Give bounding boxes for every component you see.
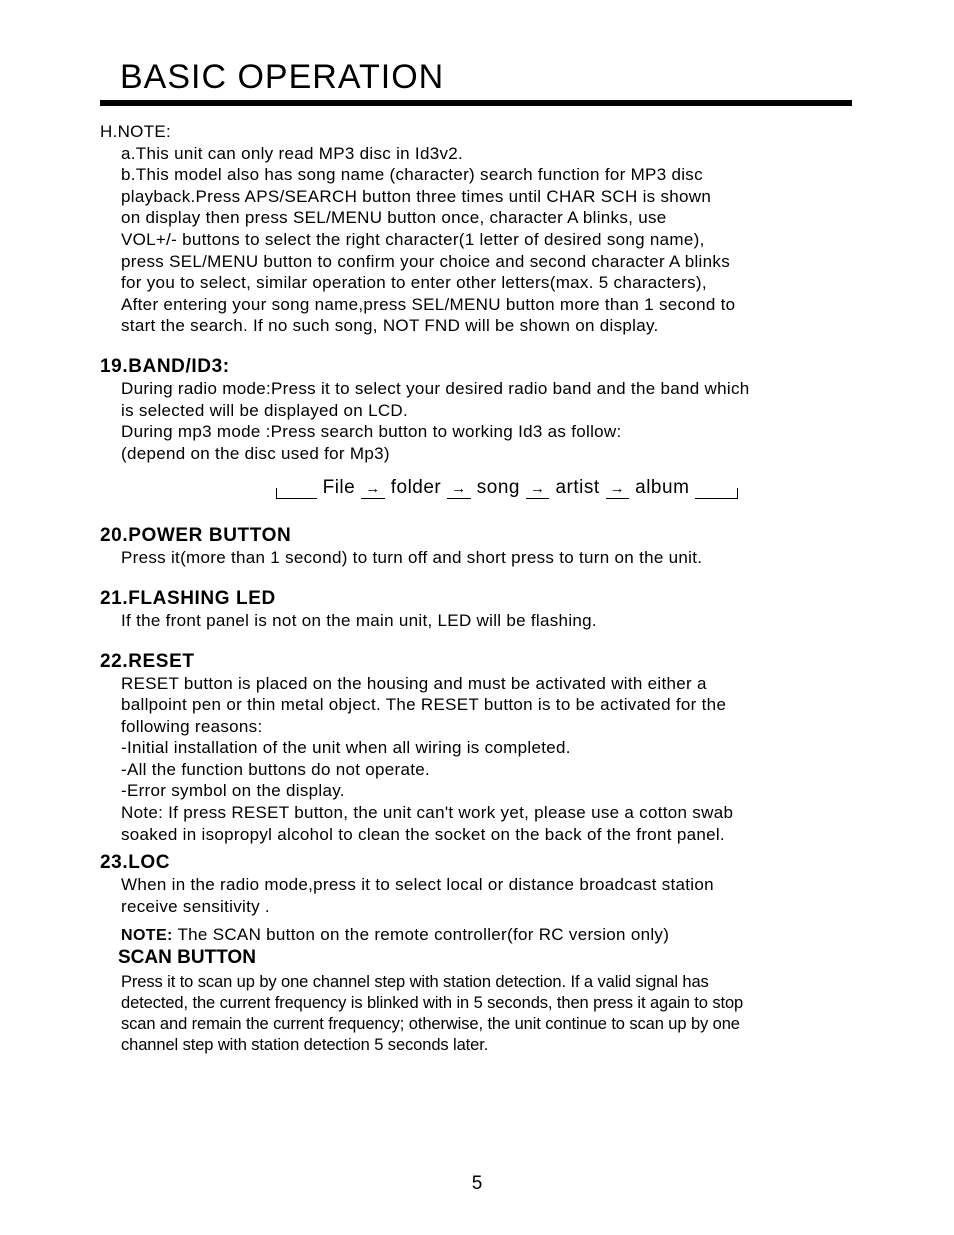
- scan-button-line: detected, the current frequency is blinked with in 5 seconds, then press it again to stop: [121, 994, 744, 1013]
- flashing-led-line: If the front panel is not on the main unit, LED will be flashing.: [121, 610, 597, 630]
- loc-line: receive sensitivity .: [121, 896, 270, 916]
- loc-line: When in the radio mode,press it to select local or distance broadcast station: [121, 875, 714, 895]
- reset-section: [100, 650, 860, 846]
- flashing-led-section: [100, 587, 860, 632]
- reset-line: following reasons:: [121, 716, 263, 736]
- flow-step-song: song: [471, 477, 526, 499]
- page-title: BASIC OPERATION: [120, 58, 445, 96]
- flow-arrow-icon: →: [526, 480, 550, 497]
- flashing-led-heading: 21.FLASHING LED: [100, 587, 276, 609]
- band-id3-line: During radio mode:Press it to select your desired radio band and the band which: [121, 378, 750, 398]
- note-h-line: press SEL/MENU button to confirm your choice and second character A blinks: [121, 251, 730, 271]
- band-id3-line: During mp3 mode :Press search button to working Id3 as follow:: [121, 422, 622, 442]
- note-h-line: for you to select, similar operation to enter other letters(max. 5 characters),: [121, 273, 707, 293]
- page-number: 5: [471, 1173, 483, 1194]
- band-id3-line: (depend on the disc used for Mp3): [121, 443, 390, 463]
- loc-heading: 23.LOC: [100, 852, 171, 874]
- note-h-line: a.This unit can only read MP3 disc in Id3v2.: [121, 143, 464, 163]
- note-h-line: VOL+/- buttons to select the right character(1 letter of desired song name),: [121, 229, 705, 249]
- power-button-heading: 20.POWER BUTTON: [100, 525, 292, 547]
- flow-step-file: File: [317, 477, 362, 499]
- reset-line: soaked in isopropyl alcohol to clean the socket on the back of the front panel.: [121, 824, 725, 844]
- scan-button-line: scan and remain the current frequency; otherwise, the unit continue to scan up by one: [121, 1015, 740, 1034]
- note-h-heading: H.NOTE:: [100, 122, 172, 141]
- flow-arrow-icon: →: [606, 480, 630, 497]
- note-h-line: playback.Press APS/SEARCH button three times until CHAR SCH is shown: [121, 186, 712, 206]
- note-h-line: b.This model also has song name (character) search function for MP3 disc: [121, 165, 703, 185]
- note-h-line: start the search. If no such song, NOT FND will be shown on display.: [121, 316, 659, 336]
- title-rule: [100, 100, 852, 106]
- reset-line: RESET button is placed on the housing and must be activated with either a: [121, 673, 707, 693]
- flow-arrow-icon: →: [447, 480, 471, 497]
- reset-line: -Error symbol on the display.: [121, 781, 345, 801]
- reset-line: -Initial installation of the unit when all wiring is completed.: [121, 738, 571, 758]
- note-h-line: After entering your song name,press SEL/MENU button more than 1 second to: [121, 294, 736, 314]
- flow-arrow-icon: →: [361, 480, 385, 497]
- loc-section: [100, 851, 860, 917]
- flow-step-folder: folder: [385, 477, 448, 499]
- scan-note-label: NOTE:: [121, 927, 173, 945]
- reset-line: Note: If press RESET button, the unit can't work yet, please use a cotton swab: [121, 803, 734, 823]
- power-button-section: [100, 524, 860, 569]
- scan-section: [100, 925, 860, 1056]
- power-button-line: Press it(more than 1 second) to turn off and short press to turn on the unit.: [121, 548, 703, 568]
- note-h-line: on display then press SEL/MENU button once, character A blinks, use: [121, 208, 667, 228]
- reset-line: -All the function buttons do not operate.: [121, 759, 431, 779]
- scan-note: [121, 925, 860, 945]
- reset-heading: 22.RESET: [100, 650, 195, 672]
- flow-step-artist: artist: [549, 477, 605, 499]
- scan-button-line: Press it to scan up by one channel step with station detection. If a valid signal has: [121, 973, 709, 992]
- scan-button-body: [121, 972, 860, 1056]
- scan-button-line: channel step with station detection 5 seconds later.: [121, 1036, 489, 1055]
- band-id3-line: is selected will be displayed on LCD.: [121, 400, 409, 420]
- note-h-section: [100, 121, 860, 337]
- scan-button-heading: SCAN BUTTON: [118, 947, 256, 969]
- flow-step-album: album: [629, 477, 695, 499]
- scan-note-text: The SCAN button on the remote controller(for RC version only): [172, 925, 670, 945]
- id3-flow-diagram: [276, 478, 736, 506]
- band-id3-section: [100, 355, 860, 506]
- page-content: [100, 121, 860, 1056]
- band-id3-heading: 19.BAND/ID3:: [100, 355, 230, 377]
- reset-line: ballpoint pen or thin metal object. The RESET button is to be activated for the: [121, 695, 727, 715]
